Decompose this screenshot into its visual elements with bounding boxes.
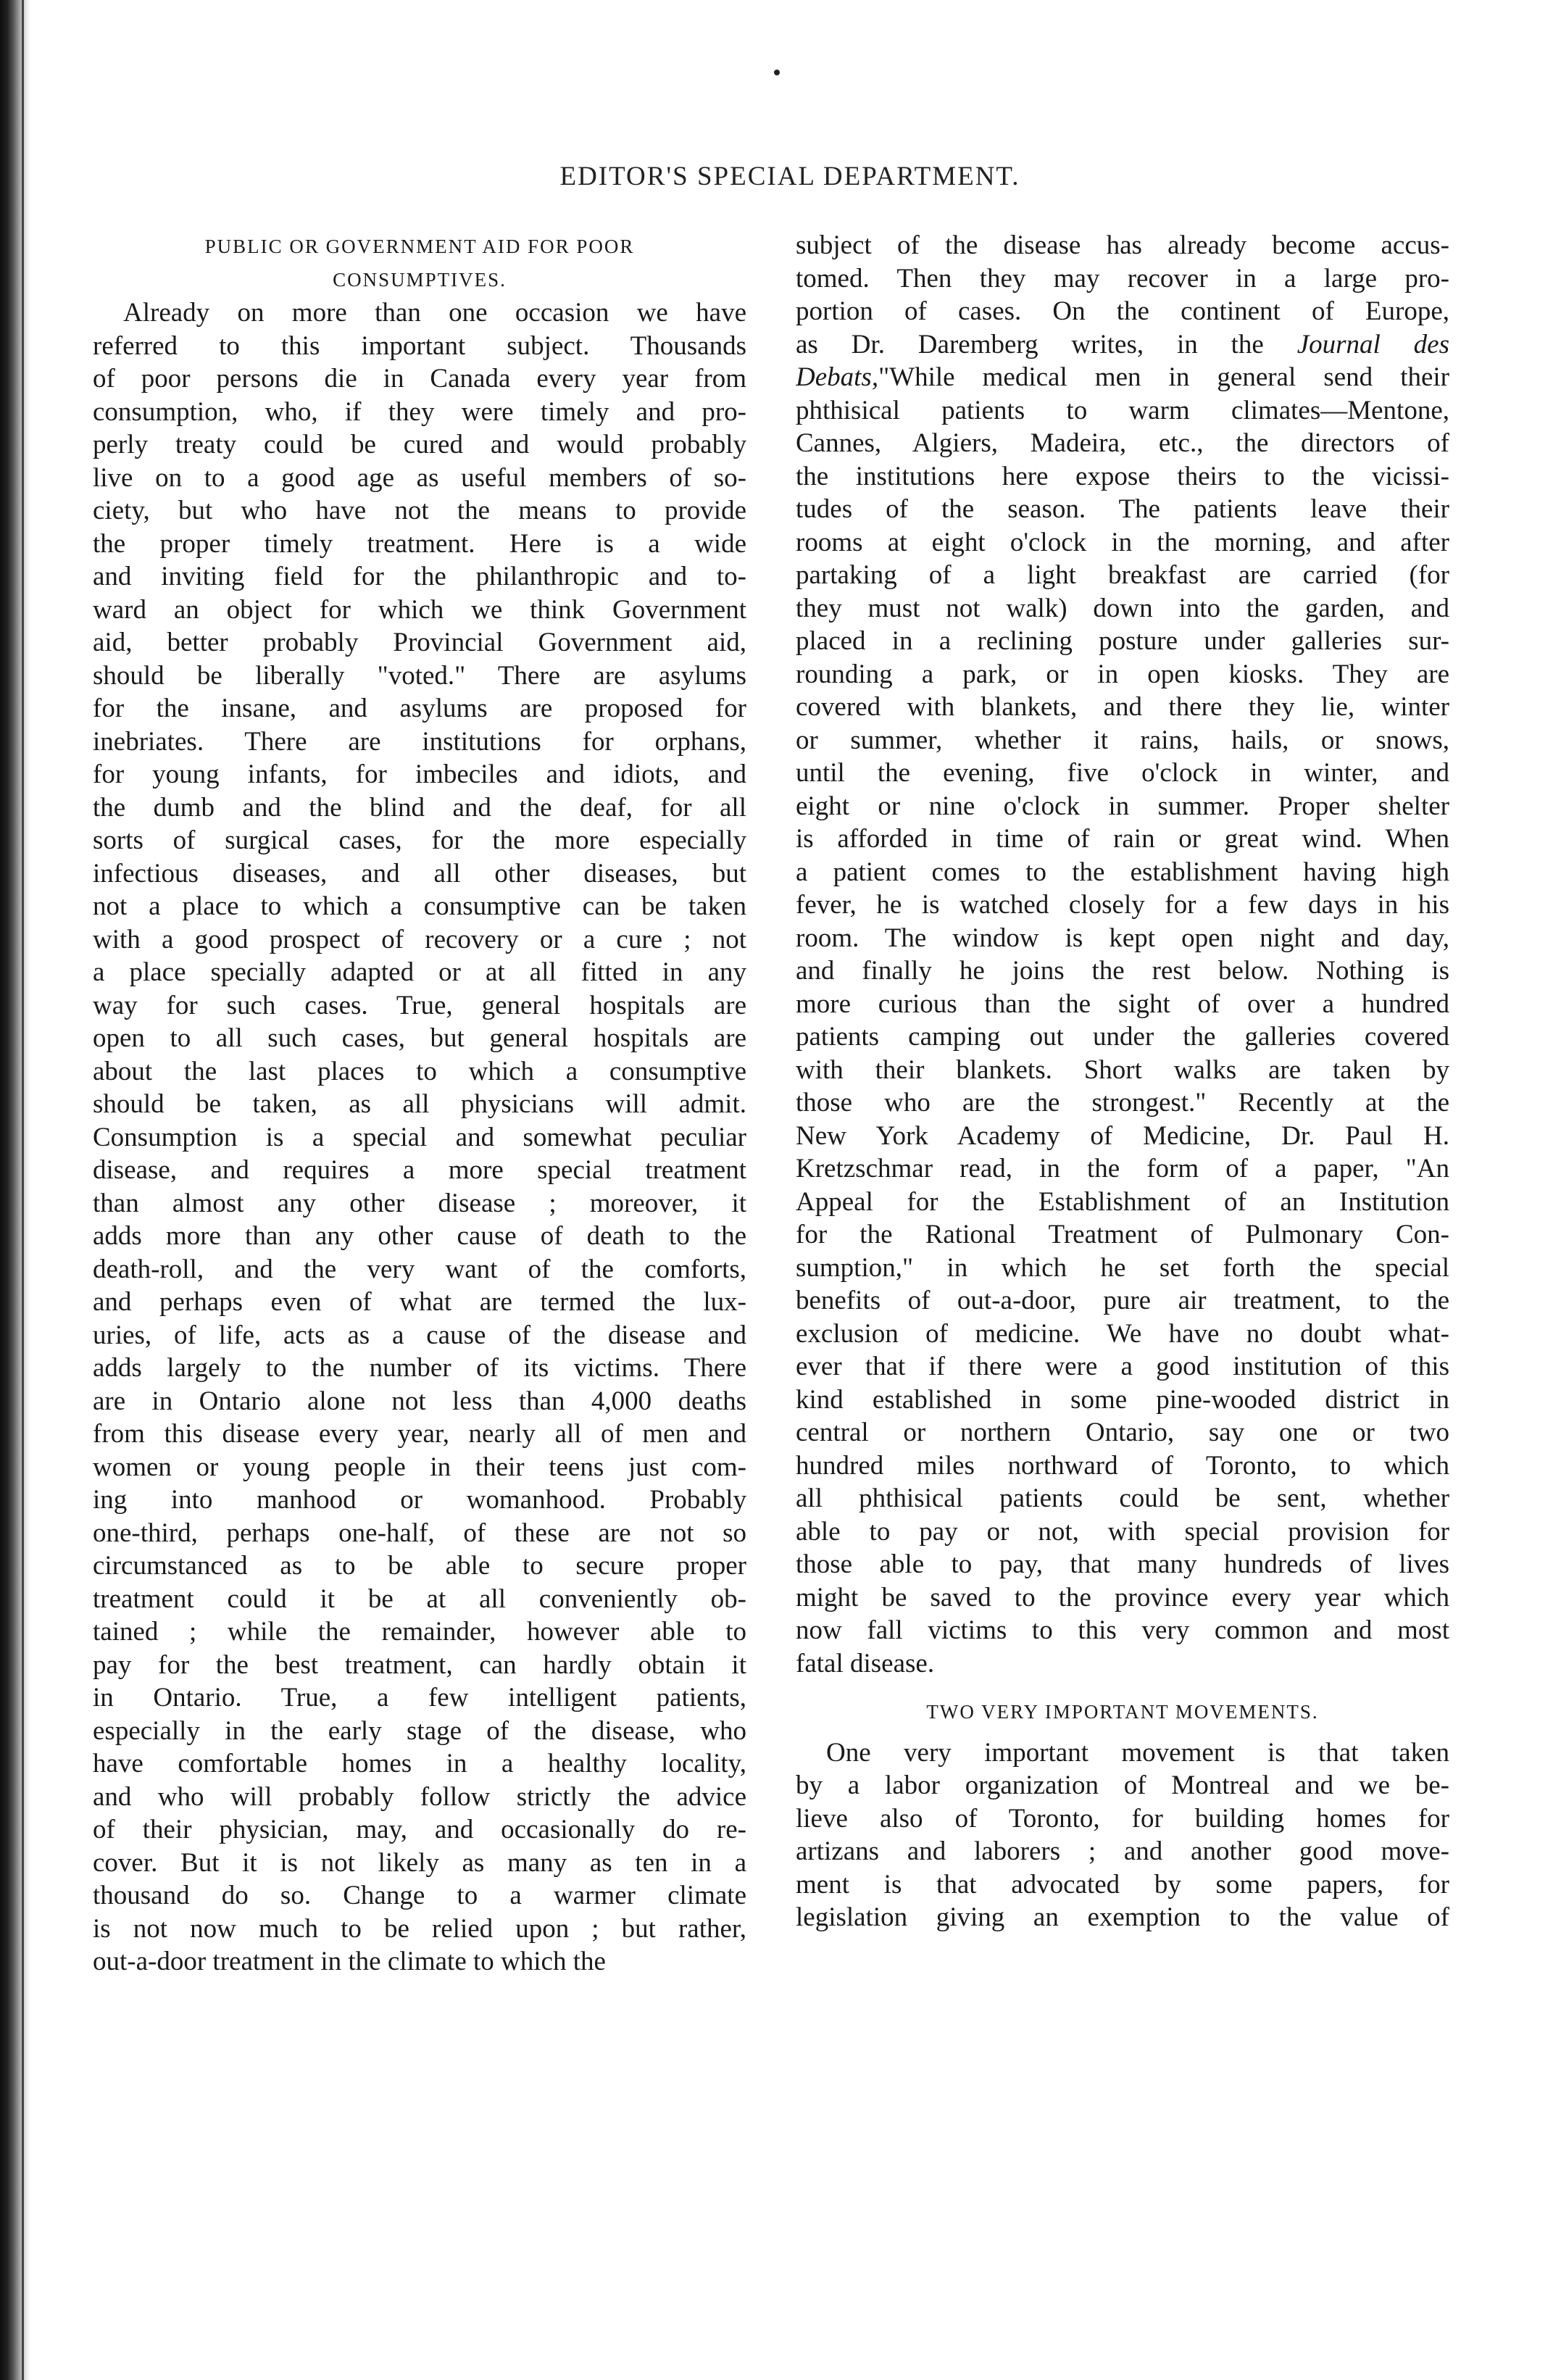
text-line: sumption," in which he set forth the special: [796, 1252, 1449, 1283]
text-line: tudes of the season. The patients leave their: [796, 494, 1449, 524]
text-line: they must not walk) down into the garden, and: [796, 593, 1449, 623]
text-line: until the evening, five o'clock in winter, and: [796, 758, 1449, 788]
right-body-part2: [796, 1736, 1449, 1934]
text-line: sorts of surgical cases, for the more especially: [93, 825, 746, 855]
text-line: uries, of life, acts as a cause of the disease and: [93, 1320, 746, 1350]
journal-title: Journal des: [1296, 329, 1449, 359]
text-line: ciety, but who have not the means to provide: [93, 496, 746, 525]
text-line: a patient comes to the establishment having high: [796, 857, 1449, 887]
text-line: treatment could it be at all conveniently ob-: [93, 1584, 746, 1614]
text-line: Appeal for the Establishment of an Institution: [796, 1186, 1449, 1217]
text-line: infectious diseases, and all other diseases, but: [93, 858, 746, 889]
text-line: covered with blankets, and there they lie, winter: [796, 692, 1449, 722]
section-heading-line: PUBLIC OR GOVERNMENT AID FOR POOR: [204, 236, 635, 257]
text-line: are in Ontario alone not less than 4,000 deaths: [93, 1386, 746, 1416]
text-line: for young infants, for imbeciles and idiots, and: [93, 760, 746, 789]
text-line: placed in a reclining posture under galleries sur-: [796, 626, 1449, 656]
text-line: and inviting field for the philanthropic and to-: [93, 562, 746, 591]
text-line: Consumption is a special and somewhat peculiar: [93, 1122, 746, 1152]
text-line: disease, and requires a more special treatment: [93, 1155, 746, 1185]
text-line: exclusion of medicine. We have no doubt what-: [796, 1318, 1449, 1349]
text-line: cover. But it is not likely as many as ten in a: [93, 1847, 746, 1878]
text-line: adds largely to the number of its victims. There: [93, 1353, 746, 1383]
text-line: perly treaty could be cured and would probably: [93, 430, 746, 459]
text-line: room. The window is kept open night and day,: [796, 923, 1449, 953]
text-line: especially in the early stage of the disease, who: [93, 1715, 746, 1746]
text-line: way for such cases. True, general hospitals are: [93, 990, 746, 1020]
text-line: all phthisical patients could be sent, whether: [796, 1484, 1449, 1513]
text-line: subject of the disease has already become accus-: [796, 230, 1449, 260]
text-line: circumstanced as to be able to secure proper: [93, 1551, 746, 1581]
text-line: those who are the strongest." Recently at the: [796, 1088, 1449, 1118]
text-line: inebriates. There are institutions for orphans,: [93, 726, 746, 757]
text-line: for the Rational Treatment of Pulmonary Con-: [796, 1220, 1449, 1249]
text-line: aid, better probably Provincial Government aid,: [93, 628, 746, 657]
text-line: Cannes, Algiers, Madeira, etc., the directors of: [796, 428, 1449, 458]
left-column: [93, 230, 746, 1979]
text-line: fatal disease.: [796, 1648, 935, 1678]
text-line: Already on more than one occasion we have: [123, 298, 746, 328]
text-line: partaking of a light breakfast are carried (for: [796, 560, 1449, 590]
text-line: ing into manhood or womanhood. Probably: [93, 1485, 746, 1515]
text-line: or summer, whether it rains, hails, or snows,: [796, 725, 1449, 755]
section-heading: TWO VERY IMPORTANT MOVEMENTS.: [926, 1701, 1319, 1723]
text-span: as Dr. Daremberg writes, in the: [796, 329, 1264, 359]
text-line: rooms at eight o'clock in the morning, and after: [796, 527, 1449, 557]
text-line: consumption, who, if they were timely and pro-: [93, 396, 746, 427]
text-line: in Ontario. True, a few intelligent patients,: [93, 1683, 746, 1713]
text-line: is not now much to be relied upon ; but rather,: [93, 1913, 746, 1944]
text-line: is afforded in time of rain or great wind. When: [796, 824, 1449, 854]
text-line: ever that if there were a good institution of this: [796, 1352, 1449, 1381]
text-line: and perhaps even of what are termed the lux-: [93, 1287, 746, 1317]
text-line: should be liberally "voted." There are asylums: [93, 660, 746, 691]
text-line: New York Academy of Medicine, Dr. Paul H.: [796, 1120, 1449, 1151]
text-line: have comfortable homes in a healthy locality,: [93, 1749, 746, 1778]
text-line: tained ; while the remainder, however able to: [93, 1617, 746, 1647]
text-line: [796, 328, 1449, 362]
text-line: should be taken, as all physicians will admit.: [93, 1089, 746, 1119]
text-line: kind established in some pine-wooded district in: [796, 1384, 1449, 1415]
text-line: ment is that advocated by some papers, for: [796, 1869, 1449, 1900]
text-line: with a good prospect of recovery or a cure ; not: [93, 924, 746, 954]
text-line: and who will probably follow strictly the advice: [93, 1781, 746, 1812]
text-line: artizans and laborers ; and another good move-: [796, 1836, 1449, 1866]
running-head: EDITOR'S SPECIAL DEPARTMENT.: [559, 162, 1020, 191]
right-body-part1: [796, 229, 1449, 1680]
text-line: and finally he joins the rest below. Nothing is: [796, 956, 1449, 986]
text-line: for the insane, and asylums are proposed for: [93, 694, 746, 723]
text-line: hundred miles northward of Toronto, to which: [796, 1450, 1449, 1481]
text-line: live on to a good age as useful members of so-: [93, 462, 746, 493]
text-line: fever, he is watched closely for a few days in his: [796, 890, 1449, 920]
text-line: lieve also of Toronto, for building homes for: [796, 1803, 1449, 1834]
text-line: referred to this important subject. Thousands: [93, 330, 746, 361]
text-line: [796, 361, 1449, 394]
text-line: from this disease every year, nearly all of men and: [93, 1419, 746, 1449]
text-line: benefits of out-a-door, pure air treatment, to the: [796, 1286, 1449, 1315]
journal-title-cont: Debats,: [796, 362, 879, 392]
page-binding-edge: [0, 0, 30, 2380]
text-line: by a labor organization of Montreal and we be-: [796, 1771, 1449, 1800]
text-line: pay for the best treatment, can hardly obtain it: [93, 1649, 746, 1680]
text-line: of poor persons die in Canada every year from: [93, 364, 746, 394]
page-binding-rule: [22, 0, 24, 2380]
text-line: thousand do so. Change to a warmer climate: [93, 1881, 746, 1910]
text-line: now fall victims to this very common and most: [796, 1615, 1449, 1645]
text-line: phthisical patients to warm climates—Mentone,: [796, 395, 1449, 425]
text-line: a place specially adapted or at all fitted in any: [93, 957, 746, 987]
text-line: women or young people in their teens just com-: [93, 1452, 746, 1482]
left-body: [93, 296, 746, 1979]
text-line: might be saved to the province every year which: [796, 1582, 1449, 1613]
text-line: One very important movement is that taken: [826, 1737, 1449, 1768]
text-line: legislation giving an exemption to the value of: [796, 1902, 1449, 1932]
section-heading-line: CONSUMPTIVES.: [333, 268, 507, 291]
text-line: open to all such cases, but general hospitals are: [93, 1023, 746, 1053]
text-line: the institutions here expose theirs to the vicissi-: [796, 461, 1449, 491]
text-line: able to pay or not, with special provision for: [796, 1516, 1449, 1547]
text-line: eight or nine o'clock in summer. Proper shelter: [796, 791, 1449, 821]
text-line: the proper timely treatment. Here is a wide: [93, 528, 746, 559]
text-line: adds more than any other cause of death to the: [93, 1221, 746, 1251]
text-line: than almost any other disease ; moreover, it: [93, 1188, 746, 1218]
text-line: more curious than the sight of over a hundred: [796, 989, 1449, 1019]
text-line: those able to pay, that many hundreds of lives: [796, 1549, 1449, 1579]
right-column: [796, 229, 1449, 1934]
text-line: with their blankets. Short walks are taken by: [796, 1054, 1449, 1085]
text-line: rounding a park, or in open kiosks. They are: [796, 659, 1449, 689]
text-line: ward an object for which we think Government: [93, 594, 746, 625]
text-line: one-third, perhaps one-half, of these are not so: [93, 1518, 746, 1548]
text-line: portion of cases. On the continent of Europe,: [796, 296, 1449, 326]
text-span: "While medical men in general send their: [878, 362, 1449, 392]
text-line: patients camping out under the galleries covered: [796, 1022, 1449, 1052]
text-line: about the last places to which a consumptive: [93, 1056, 746, 1086]
text-line: of their physician, may, and occasionally do re-: [93, 1815, 746, 1844]
ink-speck: [774, 70, 780, 75]
text-line: the dumb and the blind and the deaf, for all: [93, 792, 746, 823]
text-line: not a place to which a consumptive can be taken: [93, 891, 746, 921]
text-line: central or northern Ontario, say one or two: [796, 1418, 1449, 1447]
text-line: tomed. Then they may recover in a large pro-: [796, 263, 1449, 294]
text-line: Kretzschmar read, in the form of a paper, "An: [796, 1154, 1449, 1183]
text-line: out-a-door treatment in the climate to which the: [93, 1947, 606, 1976]
text-line: death-roll, and the very want of the comforts,: [93, 1254, 746, 1284]
